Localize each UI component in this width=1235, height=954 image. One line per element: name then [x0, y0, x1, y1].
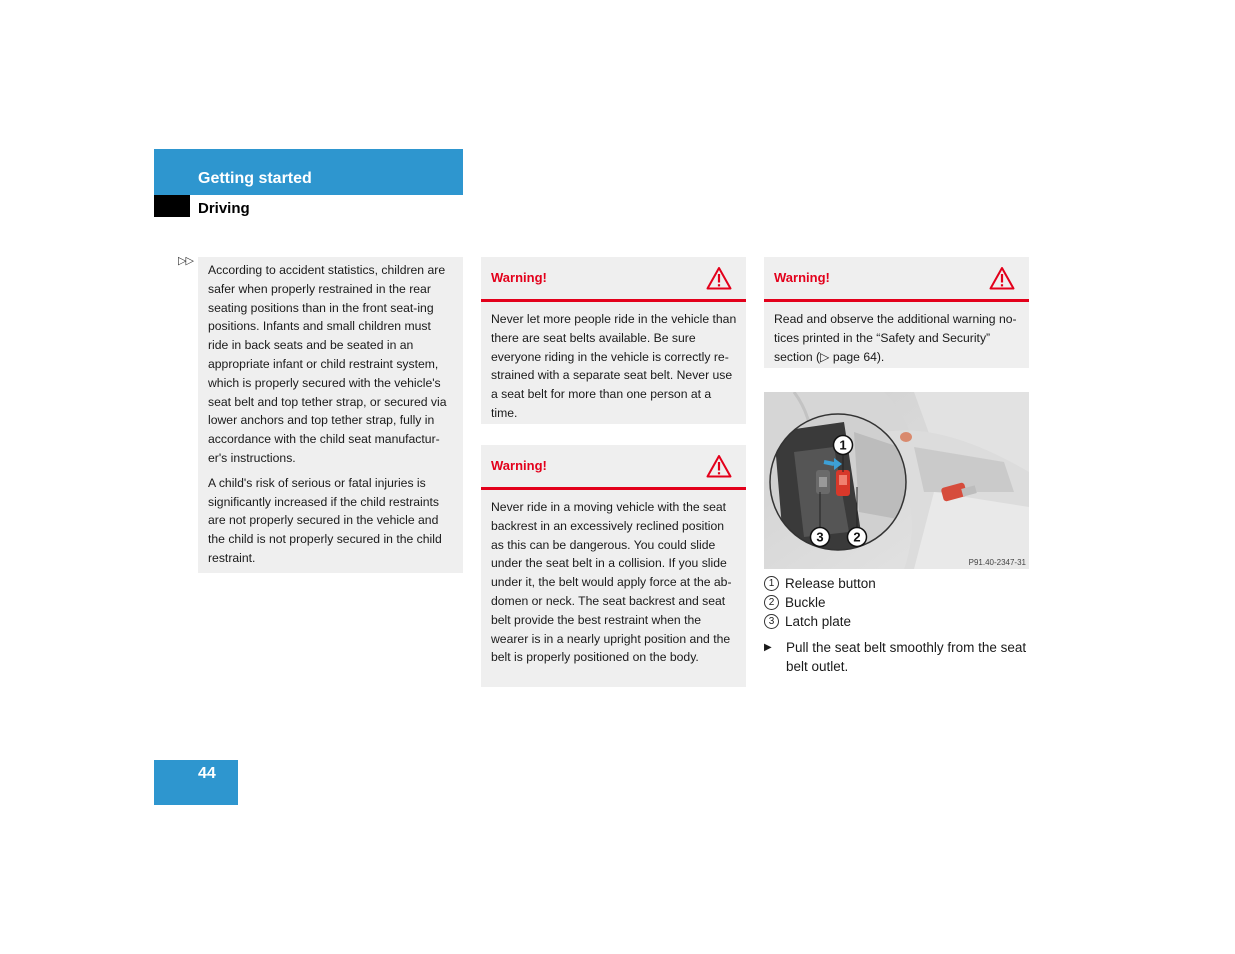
legend-number: 3 [764, 614, 779, 629]
callout-3-label: 3 [816, 529, 824, 545]
child-safety-paragraph-2: A child's risk of serious or fatal injuries is significantly increased if the child restraints are not properly secured in the vehicle and the child is not properly secured in the child restraint. [208, 475, 442, 565]
instruction-text: Pull the seat belt smoothly from the seat belt outlet. [786, 640, 1027, 674]
child-safety-panel [198, 257, 463, 573]
warning-triangle-icon [706, 266, 732, 290]
warning-header [764, 257, 1029, 302]
instruction-step [764, 638, 1029, 676]
seat-belt-buckle-figure [764, 392, 1029, 569]
warning-label: Warning! [774, 270, 830, 285]
warning-text: Never let more people ride in the vehicle than there are seat belts available. Be sure everyone riding in the vehicle is correctly re-strained with a separate seat belt. Never use a seat belt for more than one person at a time. [491, 312, 737, 420]
callout-1-label: 1 [839, 437, 847, 453]
warning-label: Warning! [491, 458, 547, 473]
warning-box-seat-belt-count [481, 257, 746, 424]
page-number: 44 [198, 765, 216, 782]
legend-label: Buckle [785, 595, 826, 610]
legend-label: Release button [785, 576, 876, 591]
legend-item-release-button [764, 574, 1034, 593]
figure-legend [764, 574, 1034, 631]
figure-code: P91.40-2347-31 [968, 558, 1026, 567]
warning-triangle-icon [706, 454, 732, 478]
warning-label: Warning! [491, 270, 547, 285]
callout-2 [848, 528, 867, 547]
page-number-box [154, 760, 238, 805]
legend-number: 1 [764, 576, 779, 591]
legend-label: Latch plate [785, 614, 852, 629]
warning-triangle-icon [989, 266, 1015, 290]
child-safety-paragraph-1: According to accident statistics, children are safer when properly restrained in the rear seating positions than in the front seat-ing positions. Infants and small children must ride in back seats and be seated in an appropriate infant or child restraint system, which is properly secured with the vehicle's seat belt and top tether strap, or secured via lower anchors and top tether strap, fully in accordance with the child seat manufactur-er's instructions. [208, 263, 447, 465]
subsection-title: Driving [198, 200, 250, 217]
warning-box-additional-notices [764, 257, 1029, 368]
legend-number: 2 [764, 595, 779, 610]
legend-item-latch-plate [764, 612, 1034, 631]
warning-box-reclined-seat [481, 445, 746, 687]
section-title: Getting started [198, 170, 312, 187]
callout-2-label: 2 [853, 529, 861, 545]
callout-3 [811, 528, 830, 547]
warning-header [481, 445, 746, 490]
continuation-marker: ▷▷ [178, 255, 193, 267]
legend-item-buckle [764, 593, 1034, 612]
subsection-marker [154, 195, 190, 217]
warning-header [481, 257, 746, 302]
warning-text: Read and observe the additional warning no-tices printed in the “Safety and Security” section (▷ page 64). [774, 312, 1017, 364]
instruction-bullet-icon: ▶ [764, 642, 772, 653]
warning-text: Never ride in a moving vehicle with the seat backrest in an excessively reclined position as this can be dangerous. You could slide under the seat belt in a collision. If you slide under it, the belt would apply force at the ab-domen or neck. The seat backrest and seat belt provide the best restraint when the wearer is in a nearly upright position and the belt is properly positioned on the body. [491, 500, 732, 665]
callout-1 [834, 436, 853, 455]
seat-belt-illustration [764, 392, 1029, 569]
